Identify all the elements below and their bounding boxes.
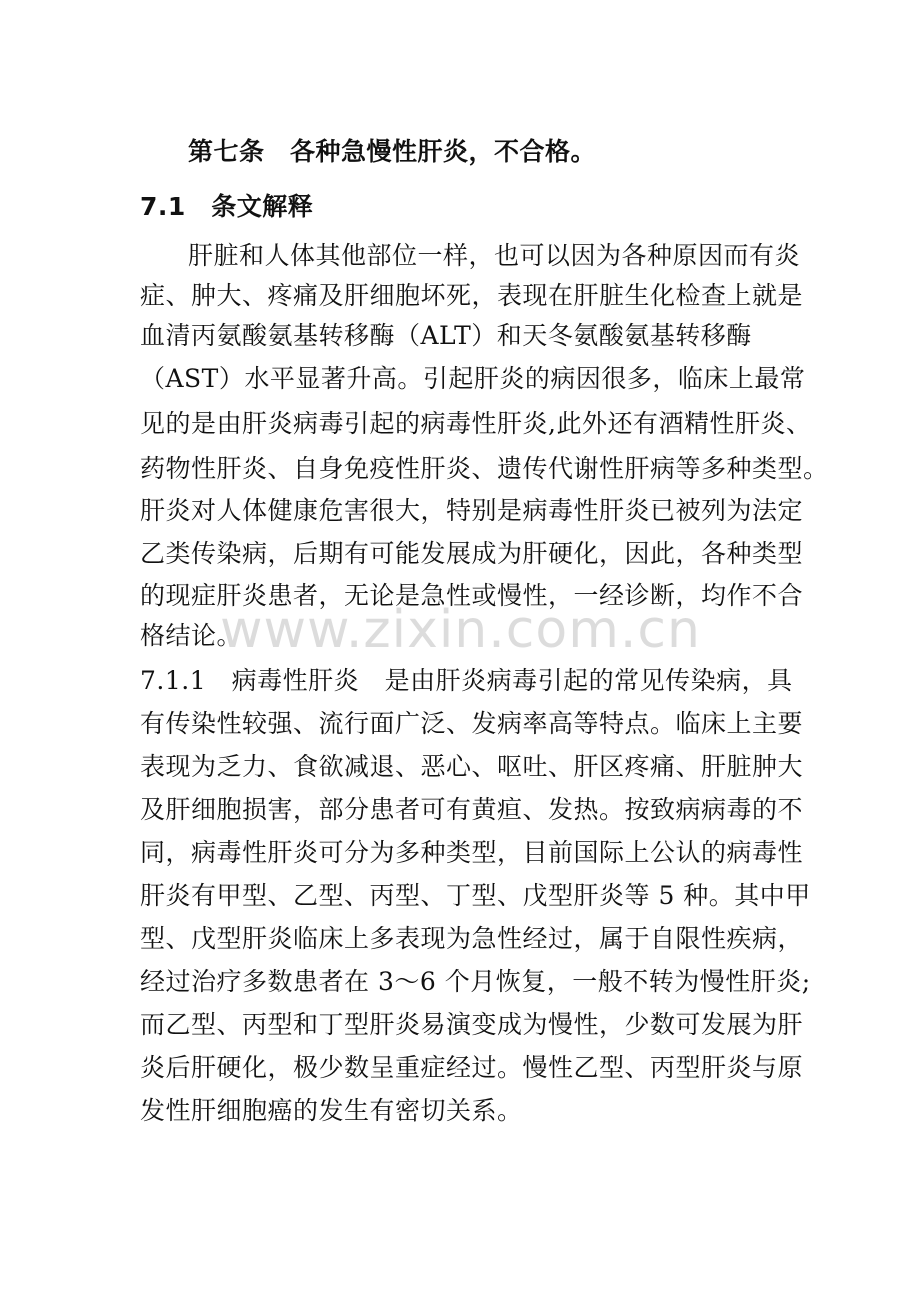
watermark: www.zixin.com.cn	[220, 600, 701, 660]
paragraph-line: 而乙型、丙型和丁型肝炎易演变成为慢性，少数可发展为肝	[140, 1010, 804, 1039]
paragraph-line: 乙类传染病，后期有可能发展成为肝硬化，因此，各种类型	[140, 539, 804, 568]
paragraph-line: 肝炎对人体健康危害很大，特别是病毒性肝炎已被列为法定	[140, 496, 804, 525]
paragraph-line: 血清丙氨酸氨基转移酶（ALT）和天冬氨酸氨基转移酶	[140, 321, 752, 350]
paragraph-line: 药物性肝炎、自身免疫性肝炎、遗传代谢性肝病等多种类型。	[140, 454, 829, 483]
paragraph-line: 表现为乏力、食欲减退、恶心、呕吐、肝区疼痛、肝脏肿大	[140, 752, 804, 781]
paragraph-line: 见的是由肝炎病毒引起的病毒性肝炎,此外还有酒精性肝炎、	[140, 409, 812, 438]
paragraph-line: 症、肿大、疼痛及肝细胞坏死，表现在肝脏生化检查上就是	[140, 281, 804, 310]
paragraph-line: （AST）水平显著升高。引起肝炎的病因很多，临床上最常	[140, 364, 806, 393]
paragraph-line: 炎后肝硬化，极少数呈重症经过。慢性乙型、丙型肝炎与原	[140, 1053, 804, 1082]
paragraph-line: 肝炎有甲型、乙型、丙型、丁型、戊型肝炎等 5 种。其中甲	[140, 881, 811, 910]
paragraph-line: 格结论。	[140, 621, 243, 650]
paragraph-line: 肝脏和人体其他部位一样，也可以因为各种原因而有炎	[188, 241, 801, 270]
paragraph-line: 及肝细胞损害，部分患者可有黄疸、发热。按致病病毒的不	[140, 795, 804, 824]
article-heading: 第七条 各种急慢性肝炎，不合格。	[188, 137, 597, 166]
section-heading: 7.1 条文解释	[140, 192, 314, 221]
paragraph-line: 的现症肝炎患者，无论是急性或慢性，一经诊断，均作不合	[140, 581, 804, 610]
paragraph-line: 同，病毒性肝炎可分为多种类型，目前国际上公认的病毒性	[140, 838, 804, 867]
paragraph-line: 有传染性较强、流行面广泛、发病率高等特点。临床上主要	[140, 709, 804, 738]
paragraph-line: 型、戊型肝炎临床上多表现为急性经过，属于自限性疾病，	[140, 924, 804, 953]
subsection-line: 7.1.1 病毒性肝炎 是由肝炎病毒引起的常见传染病，具	[140, 666, 793, 695]
paragraph-line: 经过治疗多数患者在 3～6 个月恢复，一般不转为慢性肝炎;	[140, 967, 811, 996]
paragraph-line: 发性肝细胞癌的发生有密切关系。	[140, 1096, 523, 1125]
